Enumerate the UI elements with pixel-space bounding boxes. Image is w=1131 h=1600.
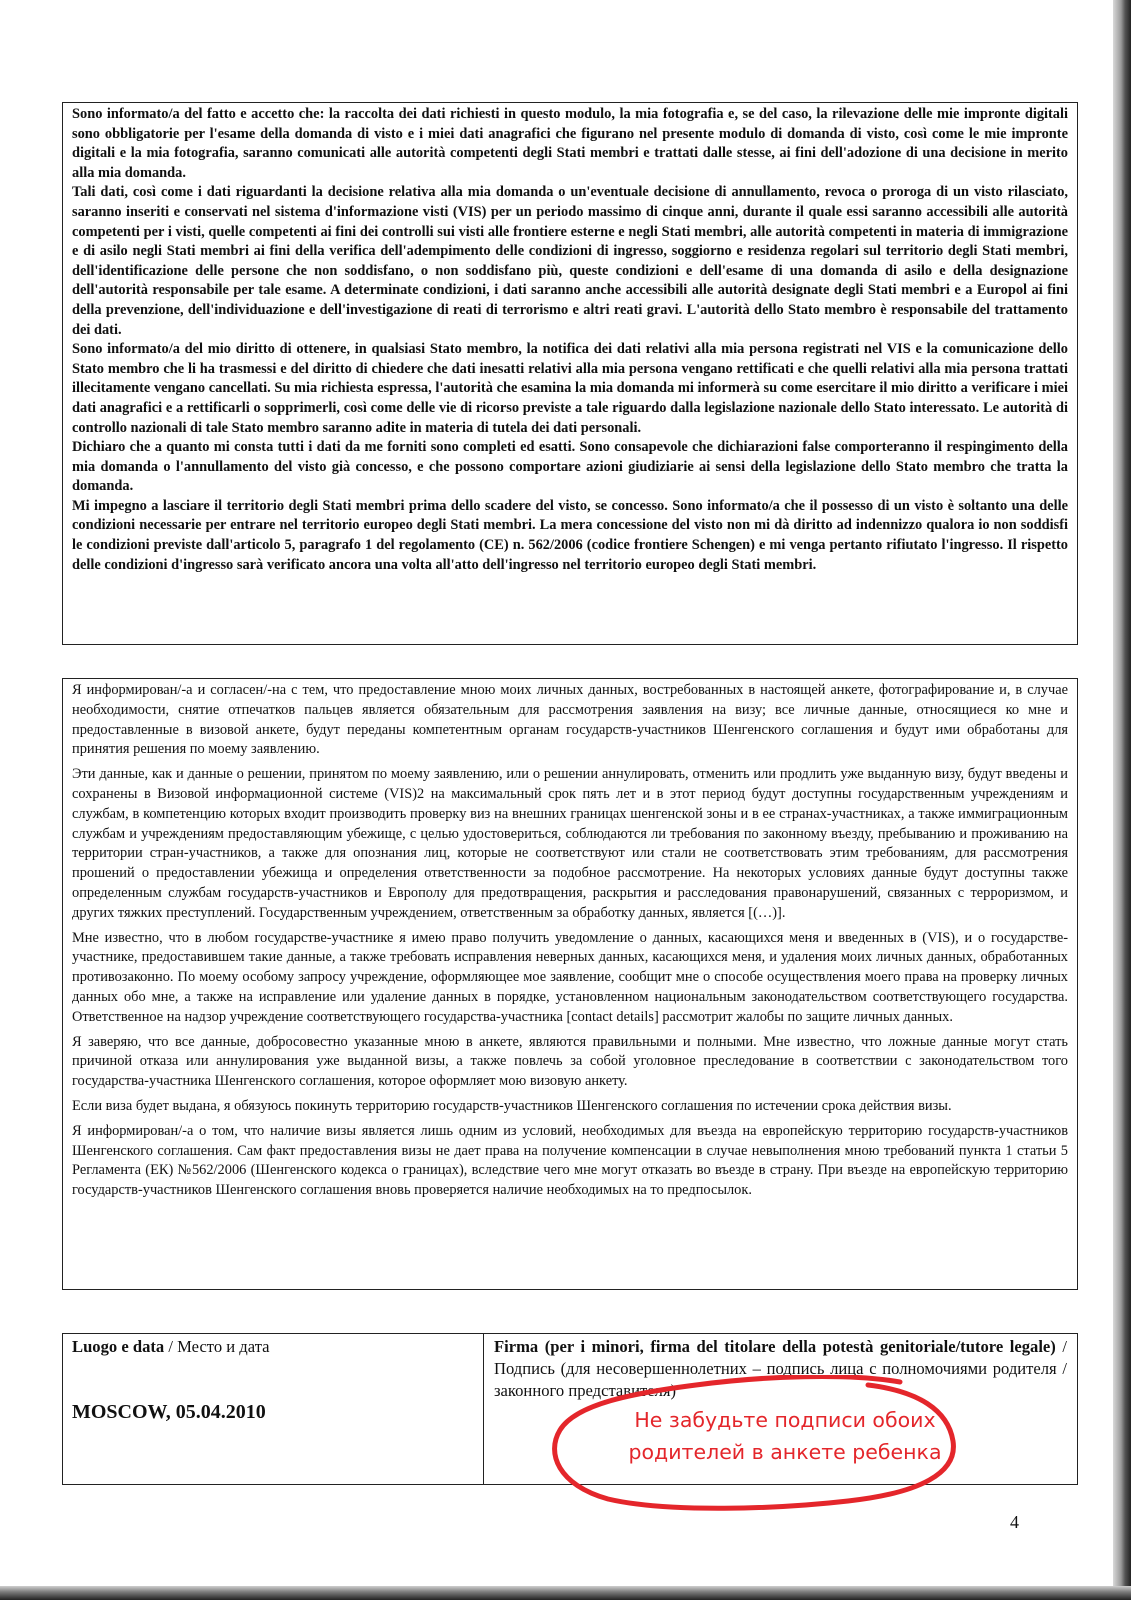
italian-paragraph-1: Sono informato/a del fatto e accetto che: la raccolta dei dati richiesti in questo modulo, la mia fotografia e, se del caso, la rilevazione delle mie impronte digitali sono obbligatorie per l'esame della domanda di visto e i miei dati anagrafici che figurano nel presente modulo di domanda di visto, così come le mie impronte digitali e la mia fotografia, saranno comunicati alle autorità competenti degli Stati membri e trattati dalle stesse, ai fini dell'adozione di una decisione in merito alla mia domanda. [72, 106, 1068, 181]
place-date-separator: / [164, 1337, 178, 1356]
italian-paragraph-3: Sono informato/a del mio diritto di ottenere, in qualsiasi Stato membro, la notifica dei dati relativi alla mia persona registrati nel VIS e la comunicazione dello Stato membro che li ha trasmessi e del diritto di chiedere che dati inesatti relativi alla mia persona vengano rettificati e che quelli relativi alla mia persona trattati illecitamente vengano cancellati. Su mia richiesta espressa, l'autorità che esamina la mia domanda mi informerà su come esercitare il mio diritto a verificare i miei dati anagrafici e a rettificarli o sopprimerli, così come delle vie di ricorso previste a tale riguardo dalla legislazione nazionale dello Stato interessato. Le autorità di controllo nazionali di tale Stato membro saranno adite in materia di tutela dei dati personali. [72, 341, 1068, 436]
place-date-label-it: Luogo e data [72, 1337, 165, 1356]
annotation-line-2: родителей в анкете ребенка [628, 1440, 942, 1464]
russian-paragraph-3: Мне известно, что в любом государстве-участнике я имею право получить уведомление о данных, касающихся меня и введенных в (VIS), и о государстве-участнике, предоставившем такие данные, а также требовать исправления неверных данных, касающихся меня, и удаления моих личных данных, обработанных противозаконно. По моему особому запросу учреждение, оформляющее мое заявление, сообщит мне о способе осуществления моего права на проверку личных данных обо мне, а также на исправление или удаление данных в порядке, установленном национальным законодательством соответствующего государства. Ответственное на надзор учреждение соответствующего государства-участника [contact details] рассмотрит жалобы по защите личных данных. [72, 929, 1068, 1025]
italian-paragraph-4: Dichiaro che a quanto mi consta tutti i dati da me forniti sono completi ed esatti. Sono consapevole che dichiarazioni false comporteranno il respingimento della mia domanda o l'annullamento del visto già concesso, e che possono comportare azioni giudiziarie ai sensi della legislazione dello Stato membro che tratta la domanda. [72, 439, 1068, 495]
annotation-note [620, 1404, 950, 1468]
russian-paragraph-4: Я заверяю, что все данные, добросовестно указанные мною в анкете, являются правильными и полными. Мне известно, что ложные данные могут стать причиной отказа или аннулирования уже выданной визы, а также повлечь за собой уголовное преследование в соответствии с законодательством того государства-участника Шенгенского соглашения, которое оформляет мою визовую анкету. [72, 1033, 1068, 1090]
page-number: 4 [1010, 1512, 1019, 1532]
italian-paragraph-2: Tali dati, così come i dati riguardanti la decisione relativa alla mia domanda o un'eventuale decisione di annullamento, revoca o proroga di un visto rilasciato, saranno inseriti e conservati nel sistema d'informazione visti (VIS) per un periodo massimo di cinque anni, durante il quale essi saranno accessibili alle autorità competenti per i visti, quelle competenti ai fini dei controlli sui visti alle frontiere esterne e negli Stati membri, alle autorità competenti in materia di immigrazione e di asilo negli Stati membri ai fini della verifica dell'adempimento delle condizioni di ingresso, soggiorno e residenza regolari sul territorio degli Stati membri, dell'identificazione delle persone che non soddisfano, o non soddisfano più, queste condizioni e dell'esame di una domanda di asilo e della designazione dell'autorità responsabile per tale esame. A determinate condizioni, i dati saranno anche accessibili alle autorità designate degli Stati membri e a Europol ai fini della prevenzione, dell'individuazione e dell'investigazione di reati di terrorismo e altri reati gravi. L'autorità dello Stato membro è responsabile del trattamento dei dati. [72, 184, 1068, 338]
russian-paragraph-5: Если виза будет выдана, я обязуюсь покинуть территорию государств-участников Шенгенского соглашения по истечении срока действия визы. [72, 1097, 952, 1114]
place-date-label-ru: Место и дата [177, 1337, 270, 1356]
russian-paragraph-2: Эти данные, как и данные о решении, принятом по моему заявлению, или о решении аннулировать, отменить или продлить уже выданную визу, будут введены и сохранены в Визовой информационной системе (VIS)2 на максимальный срок пять лет и в этот период будут доступны государственным учреждениям и службам, в компетенцию которых входит производить проверку виз на внешних границах шенгенской зоны и в ее странах-участниках, а также иммиграционным службам и учреждениям предоставляющим убежище, с целью удостовериться, соблюдаются ли требования по законному въезду, пребыванию и проживанию на территории стран-участников, а также для опознания лиц, которые не соответствуют или стали не соответствовать этим требованиям, для рассмотрения прошений о предоставлении убежища и определения ответственности за подобное рассмотрение. На некоторых условиях данные будут доступны также определенным службам государств-участников и Европолу для предотвращения, раскрытия и расследования правонарушений, связанных с терроризмом, и других тяжких преступлений. Государственным учреждением, ответственным за обработку данных, является [(…)]. [72, 766, 1068, 921]
russian-paragraph-6: Я информирован/-а о том, что наличие визы является лишь одним из условий, необходимых для въезда на европейскую территорию государств-участников Шенгенского соглашения. Сам факт предоставления визы не дает права на получение компенсации в случае невыполнения мною требований пункта 1 статьи 5 Регламента (ЕК) №562/2006 (Шенгенского кодекса о границах), вследствие чего мне могут отказать во въезде в страну. При въезде на европейскую территорию государств-участников Шенгенского соглашения вновь проверяется наличие необходимых на то предпосылок. [72, 1122, 1068, 1199]
annotation-line-1: Не забудьте подписи обоих [634, 1408, 936, 1432]
scan-edge-right [1113, 0, 1131, 1600]
russian-consent-block [62, 678, 1078, 1290]
italian-paragraph-5: Mi impegno a lasciare il territorio degli Stati membri prima dello scadere del visto, se concesso. Sono informato/a che il possesso di un visto è soltanto una delle condizioni necessarie per entrare nel territorio europeo degli Stati membri. La mera concessione del visto non mi dà diritto ad indennizzo qualora io non soddisfi le condizioni previste dall'articolo 5, paragrafo 1 del regolamento (CE) n. 562/2006 (codice frontiere Schengen) e mi venga pertanto rifiutato l'ingresso. Il rispetto delle condizioni d'ingresso sarà verificato ancora una volta all'atto dell'ingresso nel territorio europeo degli Stati membri. [72, 497, 1068, 573]
signature-label-ru: Подпись (для несовершеннолетних – подпись лица с полномочиями родителя / законного представителя) [494, 1359, 1067, 1400]
place-date-value: MOSCOW, 05.04.2010 [72, 1401, 266, 1423]
signature-separator: / [1055, 1337, 1067, 1356]
scan-edge-bottom [0, 1586, 1131, 1600]
place-date-label [72, 1336, 474, 1358]
signature-label-it: Firma (per i minori, firma del titolare della potestà genitoriale/tutore legale) [494, 1337, 1056, 1356]
russian-paragraph-1: Я информирован/-а и согласен/-на с тем, что предоставление мною моих личных данных, востребованных в настоящей анкете, фотографирование и, в случае необходимости, снятие отпечатков пальцев является обязательным для рассмотрения заявления на визу; все личные данные, относящиеся ко мне и предоставленные в визовой анкете, будут переданы компетентным органам государств-участников Шенгенского соглашения и будут ими обработаны для принятия решения по моему заявлению. [72, 682, 1068, 758]
italian-consent-block [62, 102, 1078, 645]
place-date-cell [63, 1334, 484, 1484]
